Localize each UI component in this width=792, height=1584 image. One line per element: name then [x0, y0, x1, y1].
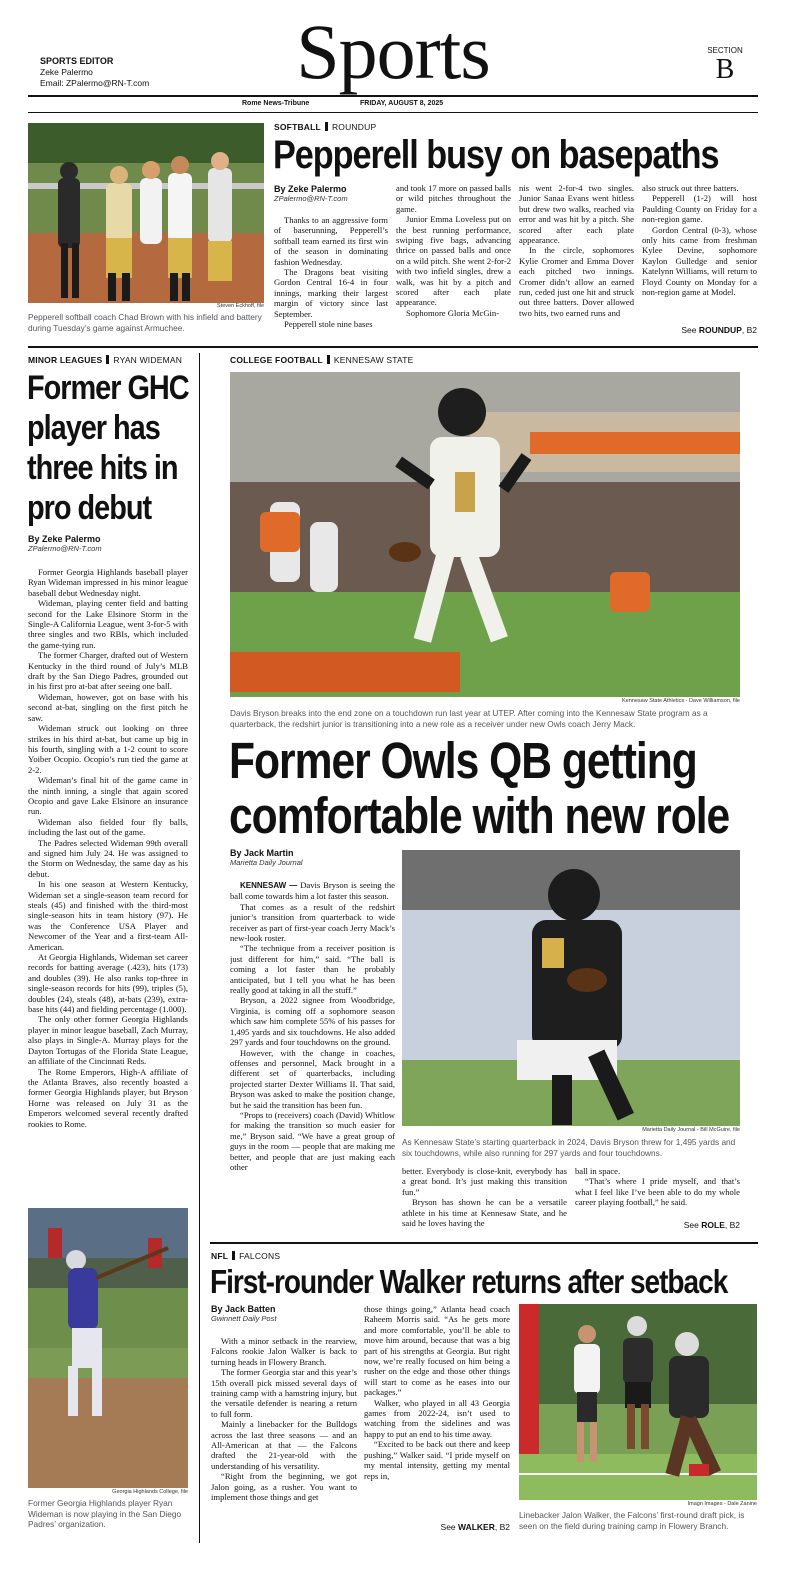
- paragraph: Wideman struck out looking on three strikes in his third at-bat, but came up big in his fourth, singling with a 1-2 count to score Yoiber Ocopio. Ocopio’s run tied the game at 2-2.: [28, 723, 188, 775]
- softball-col-3: [519, 183, 634, 340]
- college-body-col-2: [402, 1166, 567, 1232]
- college-byline: By Jack Martin: [230, 848, 294, 858]
- minors-photo: [28, 1208, 188, 1488]
- jump-page: , B2: [724, 1220, 740, 1230]
- jump-word: WALKER: [458, 1522, 495, 1532]
- softball-kicker: [274, 122, 376, 132]
- nfl-headline[interactable]: First-rounder Walker returns after setback: [210, 1263, 728, 1300]
- paper-name: Rome News-Tribune: [242, 100, 310, 107]
- paragraph: Wideman’s final hit of the game came in the ninth inning, a single that again scored Ocopio and gave Lake Elsinore an insurance run.: [28, 775, 188, 817]
- paragraph: Junior Emma Loveless put on the best running performance, swiping five bags, advancing thrice on passed balls and once on a wild pitch. She went 2-for-2 with two infield singles, drew a walk, was hit by a pitch and scored after each plate appearance.: [396, 214, 511, 308]
- paragraph: nis went 2-for-4 two singles. Junior Sanaa Evans went hitless but drew two walks, reached via error and was hit by a pitch. She scored after each plate appearance.: [519, 183, 634, 246]
- section-label: SECTION: [707, 46, 743, 55]
- paragraph: Former Georgia Highlands baseball player Ryan Wideman impressed in his minor league baseball debut Wednesday night.: [28, 567, 188, 598]
- headline-line: player has: [27, 409, 160, 447]
- paragraph: In the circle, sophomores Kylie Cromer and Emma Dover each pitched two innings. Cromer didn’t allow an earned run, ceded just one hit and struck out three batters. Dover allowed two hits, two earned runs and: [519, 245, 634, 318]
- minors-byline: By Zeke Palermo: [28, 534, 101, 544]
- softball-col-2: [396, 183, 511, 340]
- softball-jump-link[interactable]: [642, 325, 757, 335]
- headline-line: comfortable with new role: [229, 787, 730, 844]
- nfl-caption: Linebacker Jalon Walker, the Falcons’ first-round draft pick, is seen on the field during training camp in Flowery Branch.: [519, 1510, 745, 1531]
- masthead-title: Sports: [296, 8, 490, 95]
- paragraph: “That’s where I pride myself, and that’s what I feel like I’ve been able to do my whole career playing football,” he said.: [575, 1176, 740, 1208]
- jump-page: , B2: [741, 325, 757, 335]
- paragraph: The former Charger, drafted out of Western Kentucky in the third round of July’s MLB draft by the San Diego Padres, grounded out in his first pro at-bat after seeing one ball.: [28, 650, 188, 692]
- nfl-kicker-sub: FALCONS: [239, 1251, 281, 1261]
- kicker-divider: [327, 355, 330, 364]
- college-kicker: [230, 355, 414, 365]
- college-byline-outlet: Marietta Daily Journal: [230, 858, 303, 867]
- kicker-divider: [106, 355, 109, 364]
- paragraph: “Excited to be back out there and keep pushing,” Walker said. “I pride myself on my mental intensity, getting my mental reps in,: [364, 1439, 510, 1481]
- minors-byline-email[interactable]: ZPalermo@RN-T.com: [28, 544, 102, 553]
- headline-line: Former Owls QB getting: [229, 732, 697, 789]
- jump-word: ROUNDUP: [698, 325, 742, 335]
- paragraph: Thanks to an aggressive form of baserunning, Pepperell’s softball team earned its first win of the season in dominating fashion Wednesday.: [274, 215, 388, 267]
- college-body-col-3: [575, 1166, 740, 1216]
- softball-kicker-main: SOFTBALL: [274, 122, 321, 132]
- nfl-jump-link[interactable]: [364, 1522, 510, 1532]
- paragraph: Wideman, playing center field and batting second for the Lake Elsinore Storm in the Single-A California League, went 3-for-5 with three singles and two RBIs, which included the game-tying run.: [28, 598, 188, 650]
- paragraph: “Props to (receivers) coach (David) Whitlow for making the transition so much easier for me,” Bryson said. “We have a great group of guys in the room — people that are making me better, and people that are just making each other: [230, 1109, 395, 1172]
- minors-kicker-main: MINOR LEAGUES: [28, 355, 103, 365]
- paragraph: “The technique from a receiver position is just different for him,” said. “The ball is coming a lot faster than he probably anticipated, but I tell you what he has been really good at taking in all the stuff.”: [230, 943, 395, 996]
- paragraph: Bryson, a 2022 signee from Woodbridge, Virginia, is coming off a sophomore season which saw him complete 55% of his passes for 1,495 yards and six touchdowns. He also added 297 yards and four touchdowns on the ground.: [230, 995, 395, 1048]
- paragraph: With a minor setback in the rearview, Falcons rookie Jalon Walker is back to turning heads in Flowery Branch.: [211, 1336, 357, 1367]
- paragraph: Bryson has shown he can be a versatile athlete in his time at Kennesaw State, and he said he loves having the: [402, 1197, 567, 1229]
- nfl-kicker-main: NFL: [211, 1251, 229, 1261]
- minors-body: [28, 567, 188, 1199]
- editor-name: Zeke Palermo: [40, 67, 93, 77]
- editor-label: SPORTS EDITOR: [40, 56, 114, 66]
- section-indicator: [700, 46, 750, 85]
- section-letter: B: [715, 54, 735, 85]
- college-body-col-1: [230, 880, 395, 1232]
- paragraph: However, with the change in coaches, offenses and personnel, Mack brought in a different set of quarterbacks, including projected starter Dexter Williams II. That said, Bryson was asked to make the position change, but he said the transition has been fun.: [230, 1047, 395, 1110]
- minors-headline[interactable]: [27, 368, 189, 528]
- paragraph: Wideman also fielded four fly balls, including the last out of the game.: [28, 816, 188, 838]
- paragraph: ball in space.: [575, 1166, 621, 1176]
- college-photo-secondary: [402, 850, 740, 1126]
- minors-kicker: [28, 355, 182, 365]
- college-photo-main: [230, 372, 740, 697]
- paragraph: “Right from the beginning, we got Jalon going, as a rusher. You want to implement those things and get: [211, 1471, 357, 1503]
- minors-caption: Former Georgia Highlands player Ryan Wideman is now playing in the San Diego Padres’ organization.: [28, 1498, 182, 1529]
- paragraph: In his one season at Western Kentucky, Wideman set a single-season team record for steals (45) and finished with the third-most single-season hits in team history (97). He was the Conference USA Player and Newcomer of the Year and a first-team All-American.: [28, 879, 188, 952]
- minors-photo-credit: Georgia Highlands College, file: [112, 1489, 188, 1495]
- softball-photo-credit: Steven Eckhoff, file: [217, 303, 264, 309]
- paragraph: The Rome Emperors, High-A affiliate of the Atlanta Braves, also recently boasted a former Georgia Highlands player, but Bryson Horne was released on July 31 as the Emperors welcomed several recently drafted rookies to Rome.: [28, 1066, 188, 1129]
- softball-caption: Pepperell softball coach Chad Brown with his infield and battery during Tuesday’s game against Armuchee.: [28, 312, 262, 333]
- paragraph: That comes as a result of the redshirt junior’s transition from quarterback to wide receiver as part of first-year coach Jerry Mack’s new-look roster.: [230, 901, 395, 944]
- issue-date: FRIDAY, AUGUST 8, 2025: [360, 100, 444, 107]
- headline-line: three hits in: [27, 449, 178, 487]
- paragraph: Mainly a linebacker for the Bulldogs across the last three seasons — and an All-American at that — the Falcons drafted the 21-year-old with the understanding of his versatility.: [211, 1419, 357, 1471]
- paragraph: Pepperell stole nine bases: [284, 319, 373, 330]
- college-byline-block: [230, 848, 395, 867]
- softball-kicker-sub: ROUNDUP: [331, 122, 377, 132]
- jump-see: See: [681, 325, 697, 335]
- kicker-divider: [232, 1251, 235, 1260]
- softball-byline-block: [274, 184, 386, 203]
- nfl-kicker: [211, 1251, 280, 1261]
- paragraph: [230, 880, 395, 902]
- paragraph: The only other former Georgia Highlands player in minor league baseball, Zach Murray, also plays in Single-A. Murray plays for the Dayton Tortugas of the Florida State League, an affiliate of the Cincinnati Reds.: [28, 1014, 188, 1067]
- jump-page: , B2: [494, 1522, 510, 1532]
- header-rule: [28, 95, 758, 97]
- sports-editor-block: [40, 56, 149, 89]
- college-photo-secondary-credit: Marietta Daily Journal - Bill McGuire, file: [642, 1127, 740, 1133]
- column-divider: [199, 353, 200, 1543]
- nfl-photo-credit: Imagn Images - Dale Zanine: [687, 1501, 757, 1507]
- softball-byline: By Zeke Palermo: [274, 184, 347, 194]
- softball-photo: [28, 123, 264, 303]
- nfl-byline-outlet: Gwinnett Daily Post: [211, 1314, 277, 1323]
- lead-text: Davis Bryson is seeing the ball come towards him a lot faster this season.: [230, 880, 395, 902]
- paragraph: those things going,” Atlanta head coach Raheem Morris said. “As he gets more and more comfortable, you’ll be able to move him around, because that was a big part of his strengths at Georgia. But right now, we’re really focused on him being a rusher on the edge and those other things will start to come as he eases into our packages.”: [364, 1304, 510, 1398]
- nfl-byline: By Jack Batten: [211, 1304, 276, 1314]
- softball-col-1: [274, 215, 388, 340]
- paragraph: and took 17 more on passed balls or wild pitches throughout the game.: [396, 183, 511, 214]
- section-rule: [28, 346, 758, 348]
- headline-line: pro debut: [27, 489, 152, 527]
- minors-byline-block: [28, 534, 188, 553]
- editor-email[interactable]: Email: ZPalermo@RN-T.com: [40, 78, 150, 88]
- paragraph: Wideman, however, got on base with his second at-bat, singling on the first pitch he saw.: [28, 691, 188, 723]
- paragraph: At Georgia Highlands, Wideman set career records for batting average (.423), hits (173) and doubles (39). He also ranks top-three in single-season records for hits (99), triples (5), doubles (24), steals (48), at-bats (239), extra-base hits (44) and fielding percentage (1.000).: [28, 952, 188, 1015]
- paragraph: better. Everybody is close-knit, everybody has a great bond. It’s just making this transition fun.”: [402, 1166, 567, 1197]
- nfl-photo: [519, 1304, 757, 1500]
- college-photo-main-caption: Davis Bryson breaks into the end zone on a touchdown run last year at UTEP. After coming into the Kennesaw State program as a quarterback, the redshirt junior is transitioning into a new role as a receiver under new Owls coach Jerry Mack.: [230, 708, 708, 729]
- jump-see: See: [440, 1522, 456, 1532]
- college-dateline: KENNESAW —: [240, 881, 298, 890]
- paragraph: Sophomore Gloria McGin-: [406, 307, 500, 318]
- college-headline[interactable]: [229, 733, 729, 843]
- nfl-col-1: [211, 1336, 357, 1536]
- jump-word: ROLE: [701, 1220, 725, 1230]
- header-rule-bottom: [28, 112, 758, 113]
- paragraph: The Padres selected Wideman 99th overall and signed him July 24. He was assigned to the Storm on Wednesday, the same day as his debut.: [28, 837, 188, 879]
- paragraph: Pepperell (1-2) will host Paulding County on Friday for a non-region game.: [642, 193, 757, 225]
- college-kicker-main: COLLEGE FOOTBALL: [230, 355, 323, 365]
- nfl-byline-block: [211, 1304, 356, 1323]
- college-photo-secondary-caption: As Kennesaw State’s starting quarterback in 2024, Davis Bryson threw for 1,495 yards and six touchdowns, while also running for 297 yards and four touchdowns.: [402, 1137, 736, 1158]
- college-kicker-sub: KENNESAW STATE: [333, 355, 414, 365]
- jump-see: See: [683, 1220, 699, 1230]
- paragraph: also struck out three batters.: [642, 183, 739, 193]
- nfl-col-2: [364, 1304, 510, 1519]
- college-jump-link[interactable]: [575, 1220, 740, 1230]
- paragraph: The former Georgia star and this year’s 15th overall pick missed several days of training camp with a hamstring injury, but the versatile defender is nearing a return to full form.: [211, 1367, 357, 1419]
- paragraph: Gordon Central (0-3), whose only hits came from freshman Kylee Devine, sophomore Kaylon Gulledge and senior Katelynn Williams, will return to Floyd County on Monday for a non-region game at Model.: [642, 224, 757, 298]
- section-rule: [210, 1242, 758, 1244]
- minors-kicker-sub: RYAN WIDEMAN: [113, 355, 183, 365]
- headline-line: Former GHC: [27, 369, 189, 407]
- softball-col-4: [642, 183, 757, 318]
- kicker-divider: [325, 122, 328, 131]
- softball-headline[interactable]: Pepperell busy on basepaths: [273, 133, 719, 177]
- paragraph: The Dragons beat visiting Gordon Central 16-4 in four innings, marking their largest margin of victory since last September.: [274, 267, 388, 319]
- softball-byline-email[interactable]: ZPalermo@RN-T.com: [274, 194, 348, 203]
- college-photo-main-credit: Kennesaw State Athletics - Dave Williamson, file: [622, 698, 740, 704]
- paragraph: Walker, who played in all 43 Georgia games from 2022-24, isn’t used to watching from the sidelines and was happy to put an end to his time away.: [364, 1397, 510, 1439]
